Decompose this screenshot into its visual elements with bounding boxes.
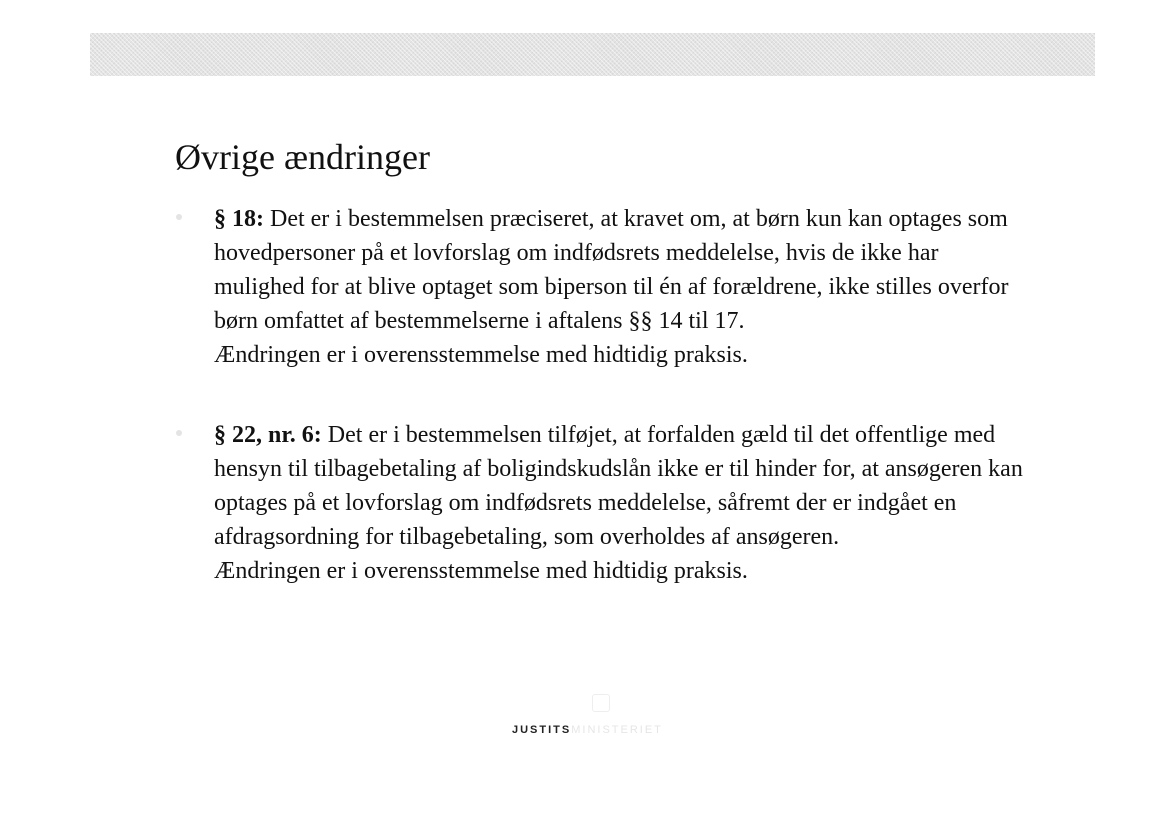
list-item-section-22 <box>214 418 1024 588</box>
amendment-list <box>214 202 1024 588</box>
section-note: Ændringen er i overensstemmelse med hidtidig praksis. <box>214 342 748 368</box>
header-band <box>90 33 1095 76</box>
section-note: Ændringen er i overensstemmelse med hidtidig praksis. <box>214 558 748 584</box>
footer-brand-main: JUSTITS <box>512 724 572 736</box>
bullet-icon <box>176 430 182 436</box>
section-text: Det er i bestemmelsen præciseret, at kravet om, at børn kun kan optages som hovedpersoner på et lovforslag om indfødsrets meddelelse, hvis de ikke har mulighed for at blive optaget som biperson til én af forældrene, ikke stilles overfor børn omfattet af bestemmelserne i aftalens §§ 14 til 17. <box>214 206 1009 334</box>
bullet-icon <box>176 214 182 220</box>
section-text: Det er i bestemmelsen tilføjet, at forfalden gæld til det offentlige med hensyn til tilbagebetaling af boligindskudslån ikke er til hinder for, at ansøgeren kan optages på et lovforslag om indfødsrets meddelelse, såfremt der er indgået en afdragsordning for tilbagebetaling, som overholdes af ansøgeren. <box>214 422 1023 550</box>
footer-brand <box>512 724 663 736</box>
section-label: § 22, nr. 6: <box>214 422 322 448</box>
page-title: Øvrige ændringer <box>175 137 430 177</box>
list-item-section-18 <box>214 202 1024 372</box>
footer-brand-faint: MINISTERIET <box>571 724 663 736</box>
section-label: § 18: <box>214 206 264 232</box>
crown-logo-icon <box>592 694 610 712</box>
